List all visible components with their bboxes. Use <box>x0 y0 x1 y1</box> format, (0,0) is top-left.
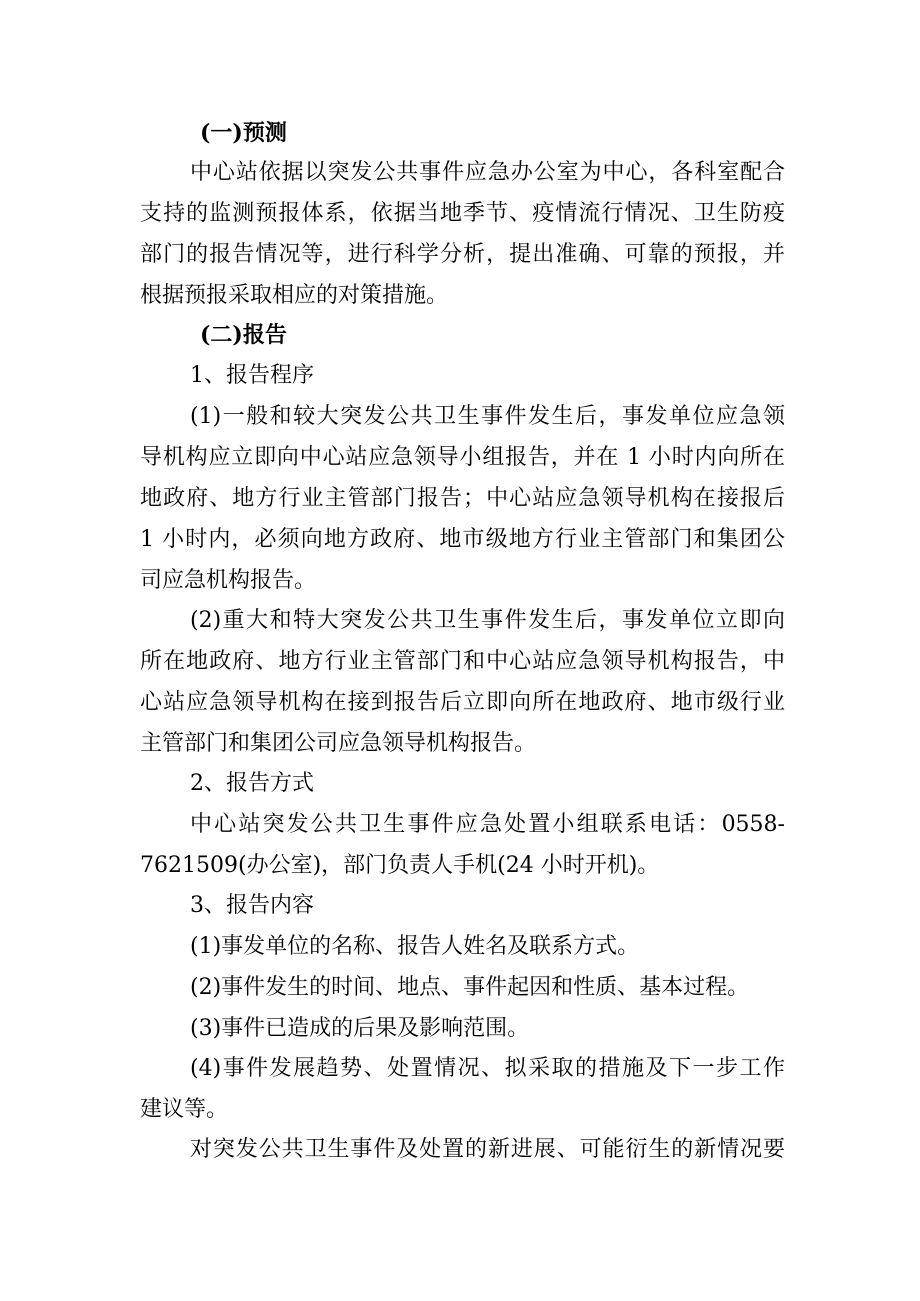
paragraph-line: 支持的监测预报体系，依据当地季节、疫情流行情况、卫生防疫 <box>140 201 785 226</box>
paragraph-line: 建议等。 <box>140 1097 229 1122</box>
paragraph-line: 所在地政府、地方行业主管部门和中心站应急领导机构报告，中 <box>140 649 785 674</box>
subsection-title-procedure: 1、报告程序 <box>190 363 314 388</box>
subsection-title-method: 2、报告方式 <box>190 771 314 796</box>
list-item: (1)事发单位的名称、报告人姓名及联系方式。 <box>190 934 640 959</box>
list-item: (3)事件已造成的后果及影响范围。 <box>190 1016 530 1041</box>
paragraph-line: 7621509(办公室)，部门负责人手机(24 小时开机)。 <box>140 853 660 878</box>
paragraph-line: 心站应急领导机构在接到报告后立即向所在地政府、地市级行业 <box>140 690 785 715</box>
paragraph-line: (4)事件发展趋势、处置情况、拟采取的措施及下一步工作 <box>190 1056 785 1081</box>
paragraph-line: 中心站依据以突发公共事件应急办公室为中心，各科室配合 <box>190 160 785 185</box>
section-heading-report: (二)报告 <box>200 322 287 348</box>
paragraph-line: 中心站突发公共卫生事件应急处置小组联系电话：0558- <box>190 812 785 837</box>
paragraph-line: (1)一般和较大突发公共卫生事件发生后，事发单位应急领 <box>190 404 785 429</box>
paragraph-line: 导机构应立即向中心站应急领导小组报告，并在 1 小时内向所在 <box>140 445 785 470</box>
paragraph-line: 根据预报采取相应的对策措施。 <box>140 283 449 308</box>
paragraph-line: (2)重大和特大突发公共卫生事件发生后，事发单位立即向 <box>190 608 785 633</box>
paragraph-line: 地政府、地方行业主管部门报告；中心站应急领导机构在接报后 <box>140 486 785 511</box>
section-heading-forecast: (一)预测 <box>200 120 287 146</box>
list-item: (2)事件发生的时间、地点、事件起因和性质、基本过程。 <box>190 975 750 1000</box>
paragraph-line: 部门的报告情况等，进行科学分析，提出准确、可靠的预报，并 <box>140 242 785 267</box>
paragraph-line: 司应急机构报告。 <box>140 568 317 593</box>
subsection-title-content: 3、报告内容 <box>190 893 314 918</box>
paragraph-line: 对突发公共卫生事件及处置的新进展、可能衍生的新情况要 <box>190 1137 785 1162</box>
paragraph-line: 1 小时内，必须向地方政府、地市级地方行业主管部门和集团公 <box>140 527 785 552</box>
paragraph-line: 主管部门和集团公司应急领导机构报告。 <box>140 731 537 756</box>
